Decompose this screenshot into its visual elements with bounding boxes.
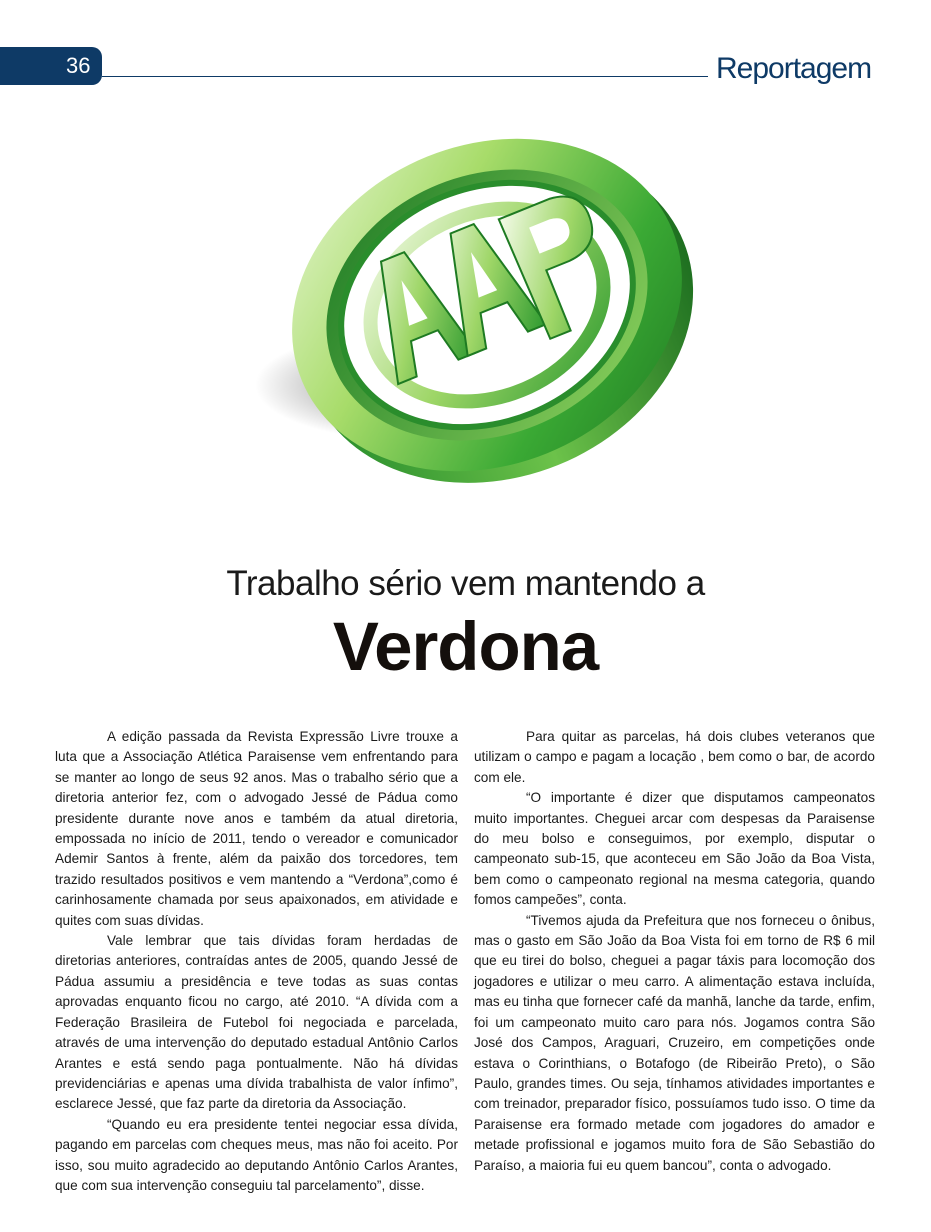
page-number-tab	[0, 47, 102, 85]
paragraph: Vale lembrar que tais dívidas foram herdadas de diretorias anteriores, contraídas antes de 2005, quando Jessé de Pádua assumiu a presidência e teve todas as suas contas aprovadas enquanto ficou no cargo, até 2010. “A dívida com a Federação Brasileira de Futebol foi negociada e parcelada, através de uma intervenção do deputado estadual Antônio Carlos Arantes e está sendo paga pontualmente. Não há dívidas previdenciárias e apenas uma dívida trabalhista de valor ínfimo”, esclarece Jessé, que faz parte da diretoria da Associação.	[55, 933, 458, 1112]
article-subtitle: Trabalho sério vem mantendo a	[226, 564, 705, 603]
page-number: 36	[66, 53, 91, 78]
paragraph: “O importante é dizer que disputamos campeonatos muito importantes. Cheguei arcar com despesas da Paraisense do meu bolso e conseguimos, por exemplo, disputar o campeonato sub-15, que aconteceu em São João da Boa Vista, bem como o campeonato regional na mesma categoria, quando fomos campeões”, conta.	[474, 790, 875, 908]
paragraph: “Tivemos ajuda da Prefeitura que nos forneceu o ônibus, mas o gasto em São João da Boa Vista foi em torno de R$ 6 mil que eu tirei do bolso, cheguei a pagar táxis para locomoção dos jogadores e utilizar o meu carro. A alimentação estava incluída, mas eu tinha que fornecer café da manhã, lanche da tarde, enfim, foi um campeonato muito caro para nós. Jogamos contra São José dos Campos, Araguari, Cruzeiro, em competições onde estava o Corinthians, o Botafogo (de Ribeirão Preto), o São Paulo, grandes times. Ou seja, tínhamos atividades importantes e com treinador, preparador físico, possuíamos tudo isso. O time da Paraisense era formado metade com jogadores do amador e metade profissional e jogamos muito fora de São Sebastião do Paraíso, a maioria fui eu quem bancou”, conta o advogado.	[474, 912, 875, 1173]
header-rule	[102, 76, 708, 77]
paragraph: Para quitar as parcelas, há dois clubes veteranos que utilizam o campo e pagam a locação , bem como o bar, de acordo com ele.	[474, 729, 875, 785]
club-crest-aap-icon	[255, 115, 700, 515]
paragraph: “Quando eu era presidente tentei negociar essa dívida, pagando em parcelas com cheques meus, mas não foi aceito. Por isso, sou muito agradecido ao deputando Antônio Carlos Arantes, que com sua intervenção conseguiu tal parcelamento”, disse.	[55, 1116, 458, 1193]
article-right-column	[474, 727, 875, 1176]
paragraph: A edição passada da Revista Expressão Livre trouxe a luta que a Associação Atlética Paraisense vem enfrentando para se manter ao longo de seus 92 anos. Mas o trabalho sério que a diretoria anterior fez, com o advogado Jessé de Pádua como presidente durante nove anos e também da atual diretoria, empossada no início de 2011, tendo o vereador e comunicador Ademir Santos à frente, além da paixão dos torcedores, tem trazido resultados positivos e vem mantendo a “Verdona”,como é carinhosamente chamada por seus apaixonados, em atividade e quites com suas dívidas.	[55, 729, 458, 928]
article-title: Verdona	[332, 608, 599, 685]
section-title: Reportagem	[716, 52, 872, 85]
article-left-column	[55, 727, 458, 1196]
